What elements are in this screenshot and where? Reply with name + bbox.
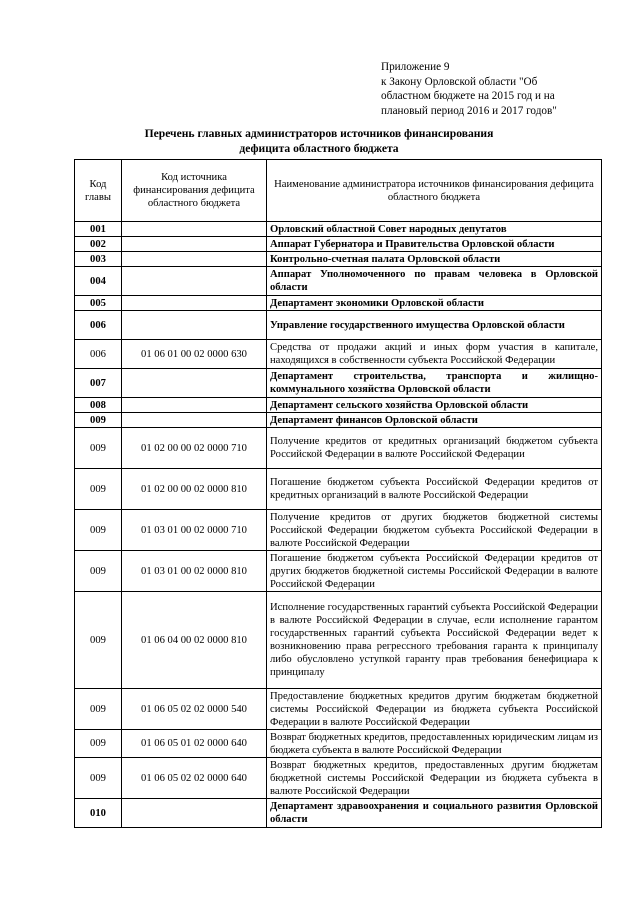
cell-admin-name: Получение кредитов от кредитных организаций бюджетом субъекта Российской Федерации в валюте Российской Федерации xyxy=(267,428,602,469)
table-row xyxy=(75,237,602,252)
cell-chapter-code: 009 xyxy=(75,758,122,799)
cell-source-code xyxy=(122,311,267,340)
cell-source-code xyxy=(122,799,267,828)
cell-source-code: 01 06 05 02 02 0000 540 xyxy=(122,689,267,730)
cell-admin-name: Предоставление бюджетных кредитов другим бюджетам бюджетной системы Российской Федерации из бюджета субъекта Российской Федерации в валюте Российской Федерации xyxy=(267,689,602,730)
cell-source-code: 01 06 05 02 02 0000 640 xyxy=(122,758,267,799)
cell-admin-name: Возврат бюджетных кредитов, предоставленных юридическим лицам из бюджета субъекта в валюте Российской Федерации xyxy=(267,730,602,758)
cell-chapter-code: 009 xyxy=(75,551,122,592)
cell-chapter-code: 009 xyxy=(75,592,122,689)
cell-source-code: 01 02 00 00 02 0000 710 xyxy=(122,428,267,469)
cell-admin-name: Получение кредитов от других бюджетов бюджетной системы Российской Федерации бюджетом субъекта Российской Федерации в валюте Российской Федерации xyxy=(267,510,602,551)
cell-admin-name: Погашение бюджетом субъекта Российской Федерации кредитов от других бюджетов бюджетной системы Российской Федерации в валюте Российской Федерации xyxy=(267,551,602,592)
cell-admin-name: Исполнение государственных гарантий субъекта Российской Федерации в валюте Российской Федерации в случае, если исполнение гарантом государственных гарантий субъекта Российской Федерации ведет к возникновению права регрессного требования гаранта к принципалу либо обусловлено уступкой гаранту прав требования бенефициара к принципалу xyxy=(267,592,602,689)
cell-source-code: 01 03 01 00 02 0000 710 xyxy=(122,510,267,551)
cell-source-code: 01 06 05 01 02 0000 640 xyxy=(122,730,267,758)
title-line-2: дефицита областного бюджета xyxy=(239,141,399,155)
appendix-line: плановый период 2016 и 2017 годов" xyxy=(381,104,557,117)
table-row xyxy=(75,428,602,469)
cell-chapter-code: 002 xyxy=(75,237,122,252)
table-row xyxy=(75,592,602,689)
table-row xyxy=(75,252,602,267)
cell-chapter-code: 009 xyxy=(75,428,122,469)
cell-chapter-code: 009 xyxy=(75,469,122,510)
cell-chapter-code: 010 xyxy=(75,799,122,828)
table-row xyxy=(75,799,602,828)
document-title xyxy=(84,127,554,156)
header-admin-name: Наименование администратора источников финансирования дефицита областного бюджета xyxy=(267,160,602,222)
cell-admin-name: Контрольно-счетная палата Орловской области xyxy=(267,252,602,267)
table-row xyxy=(75,730,602,758)
cell-chapter-code: 006 xyxy=(75,311,122,340)
cell-source-code xyxy=(122,369,267,398)
cell-source-code xyxy=(122,398,267,413)
cell-admin-name: Аппарат Уполномоченного по правам человека в Орловской области xyxy=(267,267,602,296)
cell-source-code: 01 03 01 00 02 0000 810 xyxy=(122,551,267,592)
administrators-table xyxy=(74,159,602,828)
cell-source-code xyxy=(122,222,267,237)
cell-chapter-code: 009 xyxy=(75,413,122,428)
cell-admin-name: Аппарат Губернатора и Правительства Орловской области xyxy=(267,237,602,252)
table-body xyxy=(75,222,602,828)
cell-chapter-code: 006 xyxy=(75,340,122,369)
header-code: Код главы xyxy=(75,160,122,222)
table-row xyxy=(75,222,602,237)
cell-source-code xyxy=(122,296,267,311)
table-row xyxy=(75,311,602,340)
table-row xyxy=(75,398,602,413)
table-row xyxy=(75,551,602,592)
cell-admin-name: Департамент сельского хозяйства Орловской области xyxy=(267,398,602,413)
cell-admin-name: Департамент строительства, транспорта и жилищно-коммунального хозяйства Орловской области xyxy=(267,369,602,398)
table-header-row xyxy=(75,160,602,222)
appendix-line: Приложение 9 xyxy=(381,61,450,73)
appendix-line: областном бюджете на 2015 год и на xyxy=(381,90,555,102)
cell-source-code: 01 06 01 00 02 0000 630 xyxy=(122,340,267,369)
appendix-reference xyxy=(381,60,597,118)
table-row xyxy=(75,296,602,311)
cell-source-code xyxy=(122,267,267,296)
appendix-line: к Закону Орловской области "Об xyxy=(381,75,538,88)
table-row xyxy=(75,510,602,551)
cell-chapter-code: 003 xyxy=(75,252,122,267)
title-line-1: Перечень главных администраторов источников финансирования xyxy=(144,127,494,140)
cell-chapter-code: 005 xyxy=(75,296,122,311)
cell-admin-name: Возврат бюджетных кредитов, предоставленных другим бюджетам бюджетной системы Российской Федерации из бюджета субъекта в валюте Российской Федерации xyxy=(267,758,602,799)
cell-chapter-code: 007 xyxy=(75,369,122,398)
cell-admin-name: Средства от продажи акций и иных форм участия в капитале, находящихся в собственности субъекта Российской Федерации xyxy=(267,340,602,369)
header-source-code: Код источника финансирования дефицита областного бюджета xyxy=(122,160,267,222)
table-row xyxy=(75,758,602,799)
cell-source-code: 01 02 00 00 02 0000 810 xyxy=(122,469,267,510)
table-row xyxy=(75,369,602,398)
cell-chapter-code: 008 xyxy=(75,398,122,413)
cell-chapter-code: 009 xyxy=(75,510,122,551)
cell-source-code xyxy=(122,237,267,252)
cell-chapter-code: 001 xyxy=(75,222,122,237)
cell-chapter-code: 009 xyxy=(75,689,122,730)
table-row xyxy=(75,267,602,296)
cell-admin-name: Управление государственного имущества Орловской области xyxy=(267,311,602,340)
table-row xyxy=(75,689,602,730)
cell-admin-name: Департамент здравоохранения и социального развития Орловской области xyxy=(267,799,602,828)
cell-admin-name: Департамент экономики Орловской области xyxy=(267,296,602,311)
table-row xyxy=(75,469,602,510)
cell-admin-name: Департамент финансов Орловской области xyxy=(267,413,602,428)
cell-source-code xyxy=(122,413,267,428)
table-row xyxy=(75,413,602,428)
cell-source-code xyxy=(122,252,267,267)
cell-chapter-code: 004 xyxy=(75,267,122,296)
cell-admin-name: Орловский областной Совет народных депутатов xyxy=(267,222,602,237)
table-row xyxy=(75,340,602,369)
cell-chapter-code: 009 xyxy=(75,730,122,758)
cell-admin-name: Погашение бюджетом субъекта Российской Федерации кредитов от кредитных организаций в валюте Российской Федерации xyxy=(267,469,602,510)
cell-source-code: 01 06 04 00 02 0000 810 xyxy=(122,592,267,689)
